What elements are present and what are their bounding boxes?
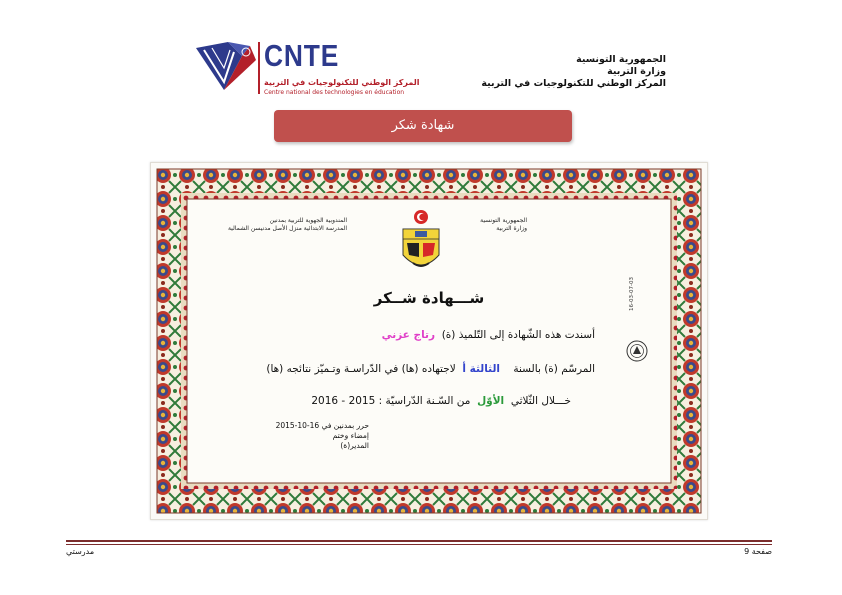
section-title-bar: شهادة شكر — [274, 110, 572, 142]
logo-arabic-text: المركز الوطني للتكنولوجيات في التربية — [264, 78, 420, 87]
cert-line1-text: أسندت هذه الشّهادة إلى التّلميذ (ة) — [441, 329, 595, 341]
term-name: الأوّل — [477, 395, 505, 407]
cert-line2-a: المرسّم (ة) بالسنة — [513, 363, 595, 375]
certificate-title: شـــهادة شــكر — [373, 289, 485, 307]
signature-block — [276, 421, 369, 451]
sig-director: المدير(ة) — [340, 441, 369, 450]
gov-center: المركز الوطني للتكنولوجيات في التربية — [481, 78, 666, 89]
tunisia-emblem-icon — [399, 209, 443, 277]
cert-line2-b: لاجتهاده (ها) في الدّراسـة وتـميّز نتائجه (ها) — [266, 363, 456, 375]
diamond-logo-icon — [194, 38, 258, 100]
sig-date: حرر بمدنين في 16-10-2015 — [275, 421, 369, 430]
footer-page-number: صفحة 9 — [744, 547, 772, 556]
cert-line-student — [382, 329, 595, 341]
certificate-image — [150, 162, 708, 520]
seal-stamp-icon — [625, 339, 649, 363]
logo-french-text: Centre national des technologies en éducation — [264, 89, 405, 96]
cert-ministry: وزارة التربية — [496, 225, 527, 232]
cert-regional-header — [228, 217, 347, 233]
cert-school: المدرسة الابتدائية منزل الأصل مدنيسن الشمالية — [227, 225, 347, 232]
cert-republic: الجمهورية التونسية — [480, 217, 527, 224]
cert-line-term — [311, 395, 571, 407]
student-grade: الثالثة أ — [462, 363, 501, 375]
cert-line3-a: خـــلال الثّلاثي — [510, 395, 571, 407]
cert-line-grade — [266, 363, 595, 375]
footer-site-name: مدرستي — [66, 547, 95, 556]
logo-divider — [258, 42, 260, 94]
cert-regional: المندوبية الجهوية للتربية بمدنين — [269, 217, 347, 224]
footer-rule-thin — [66, 544, 772, 545]
sig-label: إمضاء وختم — [332, 431, 369, 440]
logo-wordmark: CNTE — [264, 38, 340, 73]
student-name: رتاج عزني — [381, 329, 436, 341]
government-header — [481, 54, 666, 90]
cert-republic-header — [480, 217, 527, 233]
cert-serial: 16-03-07-03 — [629, 277, 635, 311]
gov-republic: الجمهورية التونسية — [576, 54, 666, 65]
footer-rule — [66, 540, 772, 542]
cert-line3-b: من السّـنة الدّراسيّة : 2015 - 2016 — [311, 395, 471, 407]
gov-ministry: وزارة التربية — [607, 66, 666, 77]
